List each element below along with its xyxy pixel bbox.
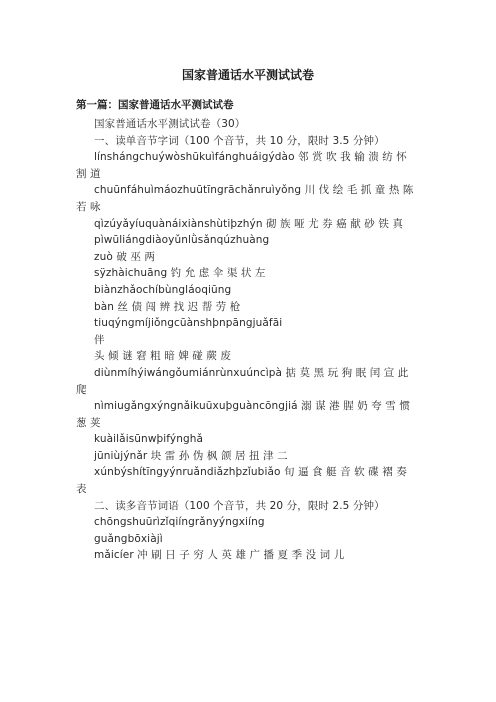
text-line: zuò 破 巫 两	[94, 250, 156, 263]
document-body	[76, 116, 420, 564]
text-line: nìmiugǎngxýngnǎikuūxuþguàncōngjiá 溺 谋 港 腥 奶 夸 雪 惯	[94, 400, 410, 413]
text-line: 葱 荚	[76, 416, 101, 429]
text-line: 伴	[94, 333, 105, 346]
text-line: chōngshuūrìzǐqiíngrǎnyýngxiíng	[94, 516, 265, 529]
text-line: biànzhǎochíbùngláoqiūng	[94, 283, 232, 296]
text-line: pìwūliángdiàoyǔnlǜsǎnqúzhuàng	[94, 234, 270, 247]
section-heading: 第一篇：国家普通话水平测试试卷	[76, 99, 234, 111]
text-line: guǎngbōxiàjì	[94, 532, 163, 545]
text-line: 一、读单音节字词（100 个音节，共 10 分，限时 3.5 分钟）	[94, 134, 385, 147]
text-line: 二、读多音节词语（100 个音节，共 20 分，限时 2.5 分钟）	[94, 499, 385, 512]
text-line: 割 道	[76, 167, 101, 180]
text-line: 爬	[76, 383, 87, 396]
text-line: línshángchuýwòshūkuìfánghuáigýdào 邻 赏 吹 我 输 溃 纺 怀	[94, 151, 407, 164]
document-title: 国家普通话水平测试试卷	[181, 68, 314, 82]
text-line: qìzúyǎyíuquànáixiànshùtiþzhýn 砌 族 哑 尤 券 癌 献 砂 铁 真	[94, 217, 403, 230]
text-line: 国家普通话水平测试试卷（30）	[94, 118, 246, 130]
text-line: bàn 丝 债 闯 辨 找 迟 帮 劳 枪	[94, 300, 241, 313]
text-line: chuūnfáhuìmáozhuūtīngrāchǎnruìyǒng 川 伐 绘 毛 抓 童 热 陈	[94, 184, 414, 197]
text-line: 头 倾 谜 窘 粗 暗 婢 碰 蕨 废	[94, 350, 231, 363]
text-line: 表	[76, 483, 87, 496]
text-line: diùnmíhýiwángǒumiánrùnxuúncìpà 掂 莫 黑 玩 狗 眠 闰 宣 此	[94, 366, 409, 379]
text-line: sÿzhàichuāng 钓 允 虑 伞 渠 状 左	[94, 267, 266, 280]
text-line: kuàilǎisūnwþifýnghǎ	[94, 433, 204, 446]
text-line: mǎicíer 冲 刷 日 子 穷 人 英 雄 广 播 夏 季 没 词 儿	[94, 549, 345, 562]
text-line: jūniùjýnǎr 块 雷 孙 伪 枫 颌 居 扭 津 二	[94, 449, 288, 462]
text-line: 若 咏	[76, 200, 101, 213]
text-line: xúnbýshítīngyýnruǎndiǎzhþzǐubiǎo 旬 逼 食 艇 音 软 碟 褶 奏	[94, 466, 407, 479]
text-line: tiuqýngmíjiǒngcūànshþnpāngjuǎfāi	[94, 317, 283, 330]
